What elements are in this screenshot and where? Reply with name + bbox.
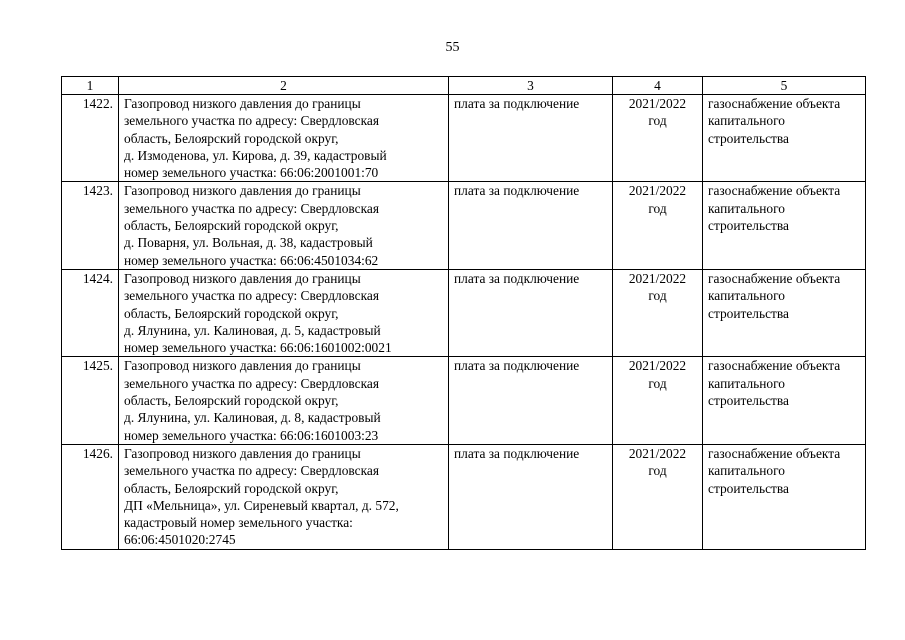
row-year (613, 182, 703, 269)
purpose-line: капитального (708, 113, 785, 129)
description-line: номер земельного участка: 66:06:1601003:23 (124, 427, 379, 443)
year-line: 2021/2022 (628, 445, 687, 461)
row-description (119, 95, 449, 182)
description-line: д. Ялунина, ул. Калиновая, д. 5, кадастровый (124, 322, 381, 338)
description-line: земельного участка по адресу: Свердловская (124, 375, 379, 391)
description-line: номер земельного участка: 66:06:2001001:70 (124, 165, 379, 181)
description-line: ДП «Мельница», ул. Сиреневый квартал, д. 572, (124, 497, 399, 513)
column-header-5: 5 (703, 77, 866, 95)
purpose-line: газоснабжение объекта (708, 445, 841, 461)
year-line: 2021/2022 (628, 183, 687, 199)
description-line: область, Белоярский городской округ, (124, 393, 339, 409)
description-line: номер земельного участка: 66:06:4501034:62 (124, 252, 379, 268)
description-line: область, Белоярский городской округ, (124, 130, 339, 146)
row-payment-type: плата за подключение (449, 444, 613, 549)
year-line: 2021/2022 (628, 96, 687, 111)
description-line: номер земельного участка: 66:06:1601002:0021 (124, 340, 392, 356)
year-line: год (648, 375, 667, 391)
table-header-row (62, 77, 866, 95)
table-row (62, 357, 866, 444)
year-line: 2021/2022 (628, 270, 687, 286)
purpose-line: строительства (708, 305, 789, 321)
description-line: кадастровый номер земельного участка: (124, 515, 353, 531)
description-line: область, Белоярский городской округ, (124, 218, 339, 234)
row-purpose (703, 95, 866, 182)
purpose-line: строительства (708, 393, 789, 409)
year-line: год (648, 113, 667, 129)
row-number: 1424. (62, 269, 119, 356)
description-line: д. Поварня, ул. Вольная, д. 38, кадастровый (124, 235, 373, 251)
description-line: д. Ялунина, ул. Калиновая, д. 8, кадастровый (124, 410, 381, 426)
year-line: год (648, 288, 667, 304)
row-purpose (703, 269, 866, 356)
row-year (613, 95, 703, 182)
year-line: 2021/2022 (628, 358, 687, 374)
row-number: 1423. (62, 182, 119, 269)
row-year (613, 269, 703, 356)
column-header-3: 3 (449, 77, 613, 95)
description-line: Газопровод низкого давления до границы (124, 270, 361, 286)
row-number: 1426. (62, 444, 119, 549)
row-description (119, 182, 449, 269)
row-number: 1422. (62, 95, 119, 182)
description-line: земельного участка по адресу: Свердловская (124, 200, 379, 216)
row-payment-type: плата за подключение (449, 269, 613, 356)
row-payment-type: плата за подключение (449, 95, 613, 182)
table-row (62, 95, 866, 182)
column-header-2: 2 (119, 77, 449, 95)
row-payment-type: плата за подключение (449, 357, 613, 444)
purpose-line: строительства (708, 130, 789, 146)
year-line: год (648, 200, 667, 216)
page-number: 55 (445, 40, 460, 55)
table-row (62, 444, 866, 549)
row-year (613, 444, 703, 549)
purpose-line: строительства (708, 218, 789, 234)
purpose-line: газоснабжение объекта (708, 96, 841, 111)
row-purpose (703, 444, 866, 549)
description-line: д. Измоденова, ул. Кирова, д. 39, кадастровый (124, 147, 387, 163)
description-line: земельного участка по адресу: Свердловская (124, 463, 379, 479)
table-row (62, 269, 866, 356)
table-row (62, 182, 866, 269)
purpose-line: капитального (708, 200, 785, 216)
purpose-line: газоснабжение объекта (708, 270, 841, 286)
purpose-line: капитального (708, 375, 785, 391)
row-purpose (703, 357, 866, 444)
description-line: область, Белоярский городской округ, (124, 480, 339, 496)
row-number: 1425. (62, 357, 119, 444)
row-purpose (703, 182, 866, 269)
description-line: земельного участка по адресу: Свердловская (124, 113, 379, 129)
purpose-line: капитального (708, 288, 785, 304)
description-line: Газопровод низкого давления до границы (124, 445, 361, 461)
description-line: 66:06:4501020:2745 (124, 532, 236, 548)
description-line: область, Белоярский городской округ, (124, 305, 339, 321)
row-description (119, 357, 449, 444)
purpose-line: газоснабжение объекта (708, 183, 841, 199)
description-line: Газопровод низкого давления до границы (124, 96, 361, 111)
description-line: Газопровод низкого давления до границы (124, 183, 361, 199)
row-year (613, 357, 703, 444)
data-table (61, 76, 866, 550)
purpose-line: строительства (708, 480, 789, 496)
column-header-4: 4 (613, 77, 703, 95)
purpose-line: капитального (708, 463, 785, 479)
row-description (119, 269, 449, 356)
description-line: Газопровод низкого давления до границы (124, 358, 361, 374)
column-header-1: 1 (62, 77, 119, 95)
purpose-line: газоснабжение объекта (708, 358, 841, 374)
description-line: земельного участка по адресу: Свердловская (124, 288, 379, 304)
year-line: год (648, 463, 667, 479)
row-payment-type: плата за подключение (449, 182, 613, 269)
row-description (119, 444, 449, 549)
